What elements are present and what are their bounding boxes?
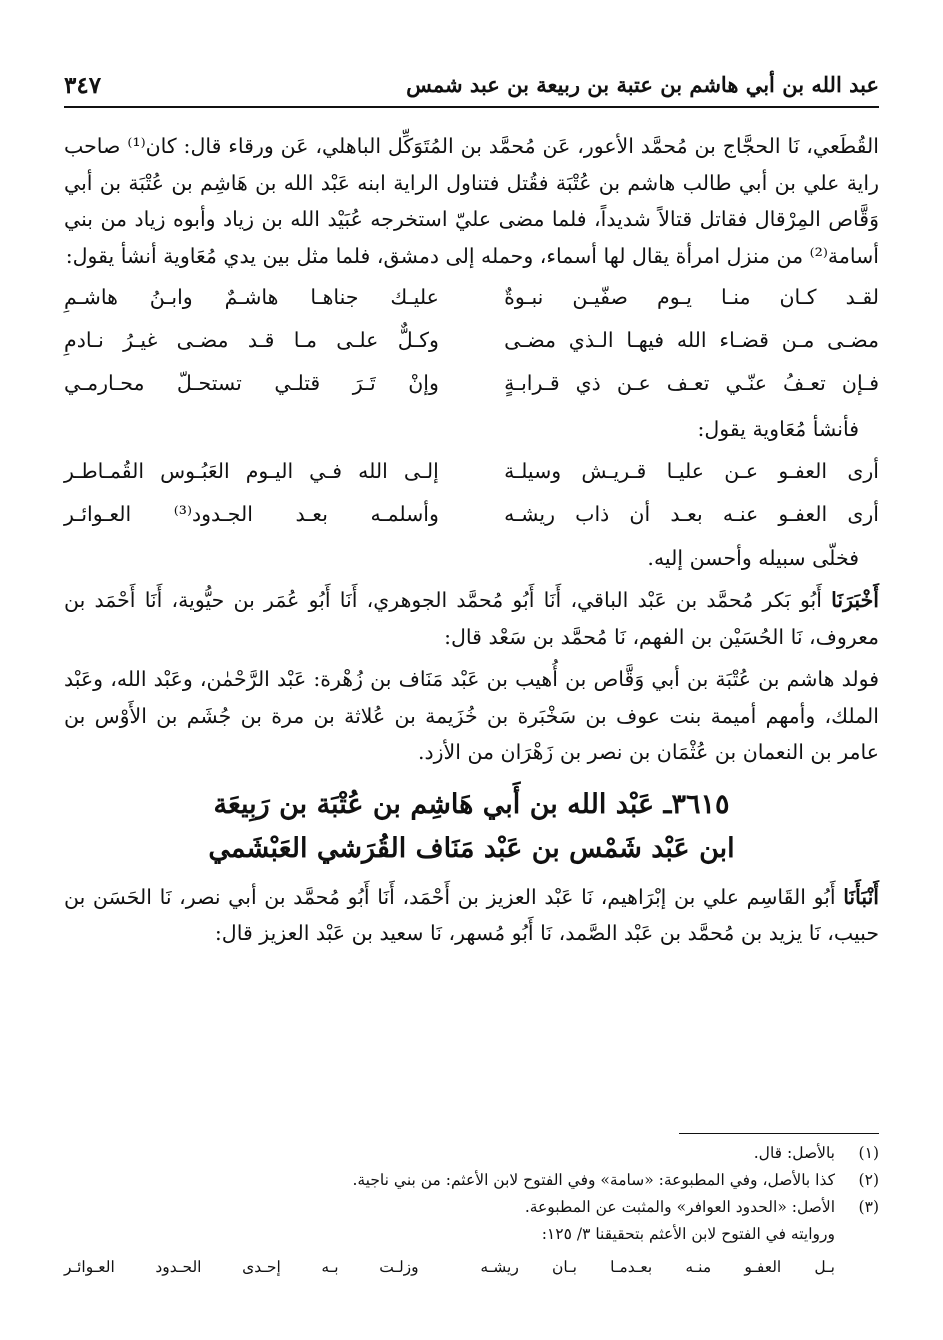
footnote-number: (٢) [858,1171,879,1189]
verse-second-hemistich: وأسلمـه بعـد الجـدود⁽³⁾ العـوائـر [64,501,439,526]
footnote-continuation: وروايته في الفتوح لابن الأعثم بتحقيقنا ٣/ ١٢٥: [541,1225,835,1243]
verse-line [64,362,879,405]
verse-first-hemistich: بـل العفـو منـه بعـدمـا بـان ريشـه [480,1258,835,1276]
muawiya-intro: فأنشأ مُعَاوية يقول: [697,417,859,441]
poem-block-1 [64,276,879,405]
biography-title-line2: ابن عَبْد شَمْس بن عَبْد مَنَاف القُرَشي العَبْشَمي [208,832,735,864]
main-text [64,128,879,952]
page-number: ٣٤٧ [64,72,102,99]
isnad-lead-2: أَنْبَأَنَا [843,884,879,909]
footnote-separator [679,1133,879,1134]
verse-second-hemistich: وكـلٌّ علـى مـا قـد مضـى غيـرُ نـادمِ [64,328,439,352]
isnad-lead: أَخْبَرَنَا [831,588,879,612]
verse-line [64,493,879,536]
page-header [64,62,879,108]
footnote-verse [64,1254,879,1281]
isnad-paragraph-2 [64,879,879,952]
footnote [64,1194,879,1221]
isnad-text-2: أَبُو القَاسِم علي بن إبْرَاهيم، نَا عَبْد العزيز بن أَحْمَد، أَنَا أَبُو مُحمَّد بن أبي نصر، نَا الحَسَن بن حبيب، نَا يزيد بن مُحمَّد بن عَبْد الصَّمد، نَا أَبُو مُسهر، نَا سعيد بن عَبْد العزيز قال: [64,884,879,945]
verse-first-hemistich: فـإن تعـفُ عنّـي تعـف عـن ذي قـرابـةٍ [504,371,879,395]
narration-paragraph: القُطَعي، نَا الحجَّاج بن مُحمَّد الأعور، عَن مُحمَّد بن المُتَوَكِّل الباهلي، عَن ورقاء قال: كان⁽¹⁾ صاحب راية علي بن أبي طالب هاشم بن عُتْبَة فقُتل فتناول الراية ابنه عَبْد الله بن هَاشِم بن عُتْبَة بن أبي وَقَّاص المِرْقال فقاتل قتالاً شديداً، فلما مضى عليّ استخرجه عُبَيْد الله بن زياد وأبوه زياد من بني أسامة⁽²⁾ من منزل امرأة يقال لها أسماء، وحمله إلى دمشق، فلما مثل بين يدي مُعَاوية أنشأ يقول: [64,134,879,268]
outcome-line: فخلّى سبيله وأحسن إليه. [647,545,859,570]
footnote-text: الأصل: «الحدود العوافر» والمثبت عن المطبوعة. [524,1198,835,1216]
verse-second-hemistich: وإنْ تَـرَ قتلـي تستحـلّ محـارمـي [64,371,439,395]
verse-second-hemistich: وزلـت بـه إحـدى الحـدود العـوائـر [64,1258,419,1276]
footnote-number: (٣) [858,1198,879,1216]
footnote-number: (١) [858,1144,879,1162]
verse-line [64,319,879,362]
verse-line [64,276,879,319]
isnad-text: أَبُو بَكر مُحمَّد بن عَبْد الباقي، أَنَا أَبُو مُحمَّد الجوهري، أَنَا أَبُو عُمَر بن حيُّوية، أَنَا أَحْمَد بن معروف، نَا الحُسَيْن بن الفهم، نَا مُحمَّد بن سَعْد قال: [64,588,879,649]
poem-block-2 [64,450,879,536]
footnote [64,1167,879,1194]
verse-first-hemistich: لقـد كـان منـا يـوم صفّيـن نبـوةٌ [504,285,879,309]
verse-second-hemistich: عليـك جناهـا هاشـمٌ وابـنُ هاشـمِ [64,285,439,309]
running-title: عبد الله بن أبي هاشم بن عتبة بن ربيعة بن عبد شمس [406,72,879,97]
verse-first-hemistich: أرى العفـو عنـه بعـد أن ذاب ريشـه [504,501,879,526]
verse-second-hemistich: إلـى الله فـي اليـوم العَبُـوس القُمـاطـر [64,458,439,483]
footnotes [64,1140,879,1281]
verse-first-hemistich: أرى العفـو عـن عليـا قـريـش وسيلـة [504,458,879,483]
lineage-paragraph: فولد هاشم بن عُتْبَة بن أبي وَقَّاص بن أُهيب بن عَبْد مَنَاف بن زُهْرة: عَبْد الرَّحْمٰن، وعَبْد الله، وعَبْد الملك، وأمهم أميمة بنت عوف بن سَخْبَرة بن خُزَيمة بن عُلاثة بن مرة بن جُشَم بن الأَوْس بن عامر بن النعمان بن عُثْمَان بن نصر بن زَهْرَان من الأزد. [64,667,879,764]
footnote-text: كذا بالأصل، وفي المطبوعة: «سامة» وفي الفتوح لابن الأعثم: من بني ناجية. [352,1171,835,1189]
isnad-paragraph [64,582,879,655]
footnote-text: بالأصل: قال. [753,1144,835,1162]
biography-title-line1: ٣٦١٥ـ عَبْد الله بن أَبي هَاشِم بن عُتْبَة بن رَبِيعَة [213,788,730,820]
verse-first-hemistich: مضـى مـن قضـاء الله فيهـا الـذي مضـى [504,328,879,352]
footnote [64,1140,879,1167]
biography-heading [64,783,879,871]
verse-line [64,450,879,493]
